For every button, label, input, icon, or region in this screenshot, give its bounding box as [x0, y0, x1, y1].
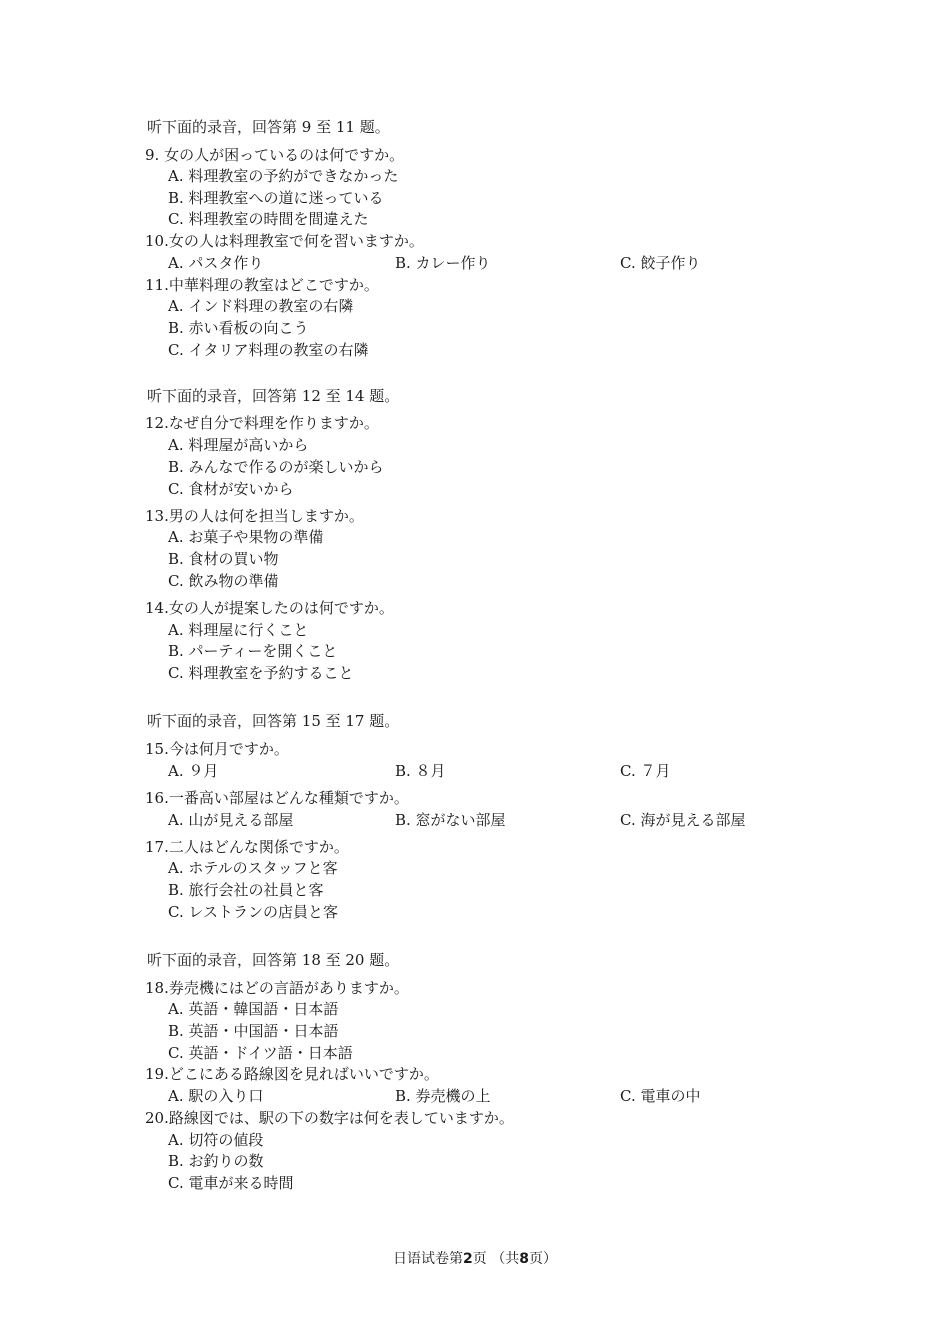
option-c: C. イタリア料理の教室の右隣	[168, 341, 369, 359]
question-11: 11.中華料理の教室はどこですか。	[145, 276, 379, 294]
option-b: B. 券売機の上	[395, 1087, 491, 1105]
question-18: 18.券売機にはどの言語がありますか。	[145, 979, 409, 997]
option-c: C. 電車の中	[620, 1087, 701, 1105]
option-a: A. 料理屋が高いから	[168, 436, 309, 454]
option-a: A. 山が見える部屋	[168, 811, 294, 829]
page-footer	[0, 1249, 950, 1269]
option-c: C. 電車が来る時間	[168, 1174, 294, 1192]
question-9: 9. 女の人が困っているのは何ですか。	[145, 146, 405, 164]
section-intro: 听下面的录音，回答第 12 至 14 题。	[147, 387, 400, 405]
option-b: B. 窓がない部屋	[395, 811, 506, 829]
question-16: 16.一番高い部屋はどんな種類ですか。	[145, 789, 409, 807]
question-15: 15.今は何月ですか。	[145, 740, 289, 758]
section-intro: 听下面的录音，回答第 15 至 17 题。	[147, 712, 400, 730]
option-a: A. ホテルのスタッフと客	[168, 859, 338, 877]
section-intro: 听下面的录音，回答第 18 至 20 题。	[147, 951, 400, 969]
footer-page-number: 2	[463, 1251, 473, 1267]
footer-prefix: 日语试卷第	[393, 1251, 464, 1267]
option-c: C. ７月	[620, 762, 671, 780]
option-c: C. レストランの店員と客	[168, 903, 339, 921]
option-a: A. ９月	[168, 762, 219, 780]
option-a: A. 英語・韓国語・日本語	[168, 1000, 339, 1018]
option-a: A. お菓子や果物の準備	[168, 528, 324, 546]
option-c: C. 餃子作り	[620, 254, 701, 272]
footer-total-pages: 8	[519, 1251, 529, 1267]
question-14: 14.女の人が提案したのは何ですか。	[145, 599, 394, 617]
question-10: 10.女の人は料理教室で何を習いますか。	[145, 232, 424, 250]
option-b: B. ８月	[395, 762, 446, 780]
option-c: C. 食材が安いから	[168, 480, 294, 498]
option-b: B. 英語・中国語・日本語	[168, 1022, 339, 1040]
option-c: C. 海が見える部屋	[620, 811, 746, 829]
option-c: C. 英語・ドイツ語・日本語	[168, 1044, 353, 1062]
question-19: 19.どこにある路線図を見ればいいですか。	[145, 1065, 439, 1083]
question-17: 17.二人はどんな関係ですか。	[145, 838, 349, 856]
option-a: A. パスタ作り	[168, 254, 264, 272]
option-a: A. インド料理の教室の右隣	[168, 297, 354, 315]
option-b: B. 料理教室への道に迷っている	[168, 189, 384, 207]
option-b: B. 食材の買い物	[168, 550, 279, 568]
option-b: B. 旅行会社の社員と客	[168, 881, 324, 899]
option-b: B. みんなで作るのが楽しいから	[168, 458, 384, 476]
option-a: A. 料理屋に行くこと	[168, 621, 309, 639]
option-a: A. 料理教室の予約ができなかった	[168, 167, 399, 185]
option-b: B. お釣りの数	[168, 1152, 264, 1170]
option-b: B. カレー作り	[395, 254, 491, 272]
option-c: C. 料理教室を予約すること	[168, 664, 354, 682]
question-12: 12.なぜ自分で料理を作りますか。	[145, 414, 379, 432]
question-13: 13.男の人は何を担当しますか。	[145, 507, 364, 525]
option-b: B. パーティーを開くこと	[168, 642, 338, 660]
option-b: B. 赤い看板の向こう	[168, 319, 309, 337]
option-a: A. 駅の入り口	[168, 1087, 264, 1105]
footer-middle: 页 （共	[472, 1251, 520, 1267]
option-c: C. 料理教室の時間を間違えた	[168, 210, 369, 228]
question-20: 20.路線図では、駅の下の数字は何を表していますか。	[145, 1109, 514, 1127]
option-a: A. 切符の値段	[168, 1131, 264, 1149]
option-c: C. 飲み物の準備	[168, 572, 279, 590]
section-intro: 听下面的录音，回答第 9 至 11 题。	[147, 118, 390, 136]
footer-suffix: 页）	[528, 1251, 557, 1267]
